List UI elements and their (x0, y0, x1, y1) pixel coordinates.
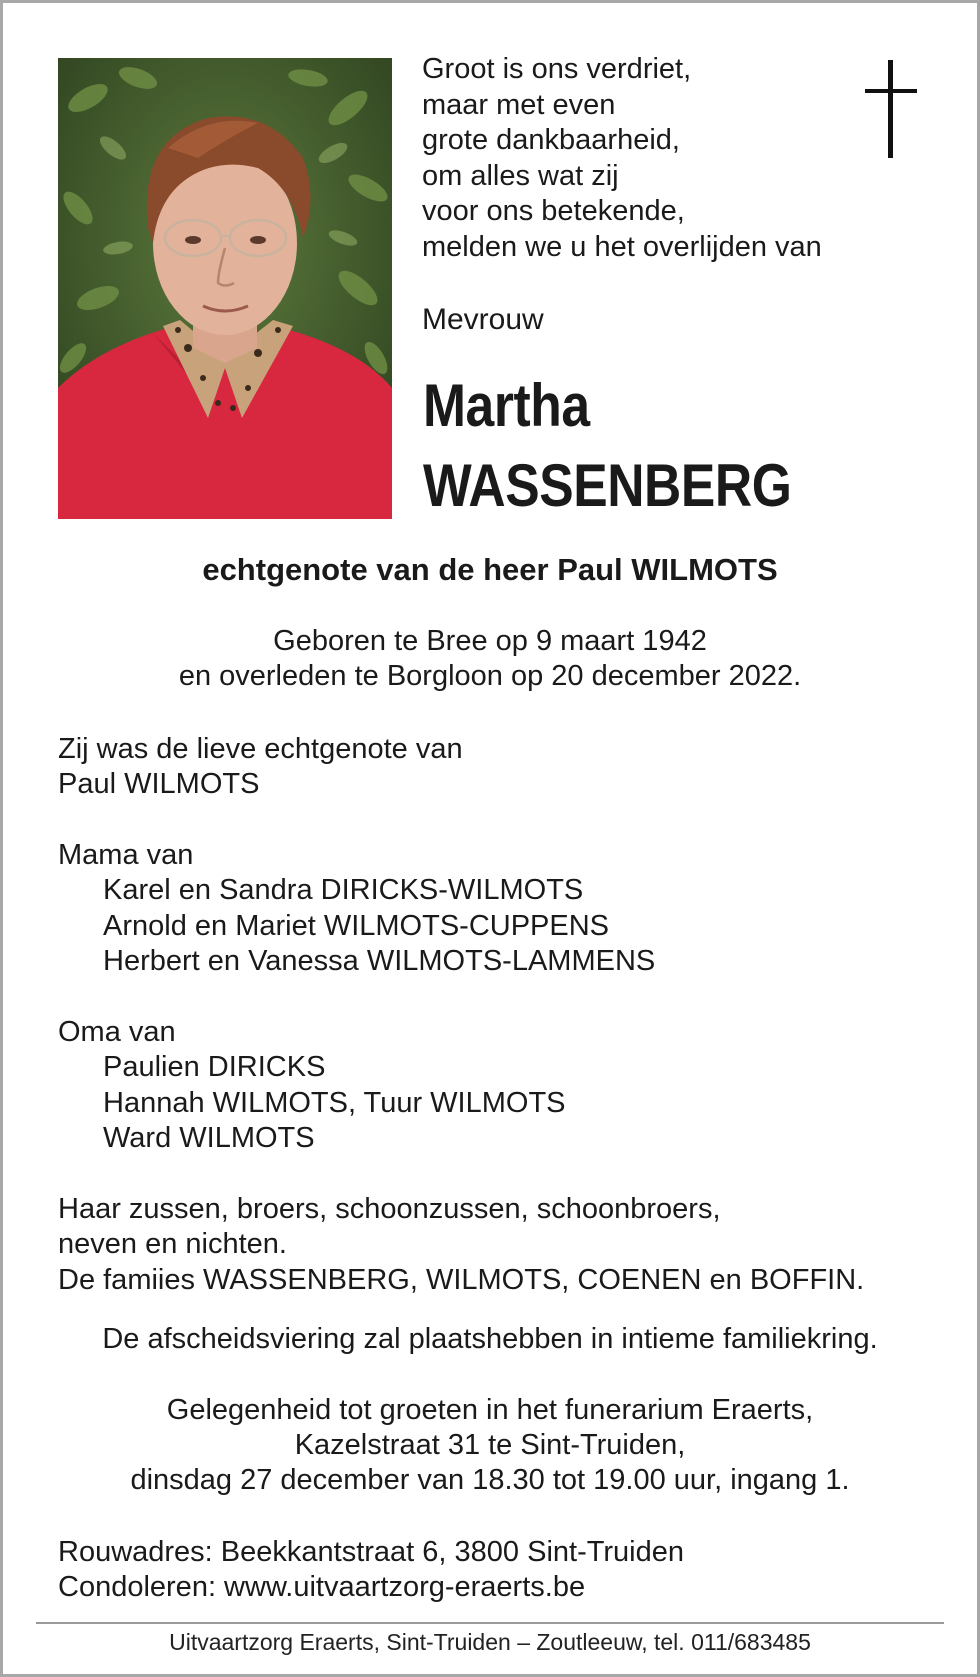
list-item: Arnold en Mariet WILMOTS-CUPPENS (103, 909, 610, 942)
relatives-line: neven en nichten. (58, 1228, 287, 1261)
list-item: Karel en Sandra DIRICKS-WILMOTS (103, 874, 584, 907)
list-item: Herbert en Vanessa WILMOTS-LAMMENS (103, 944, 656, 977)
list-item: Hannah WILMOTS, Tuur WILMOTS (103, 1086, 566, 1119)
condolence-link[interactable]: Condoleren: www.uitvaartzorg-eraerts.be (58, 1571, 586, 1604)
visitation-block (0, 1393, 980, 1498)
spouse-block (58, 732, 463, 803)
mourning-address: Rouwadres: Beekkantstraat 6, 3800 Sint-Truiden (58, 1536, 684, 1568)
list-item: Ward WILMOTS (103, 1121, 315, 1154)
relatives-line: De famiies WASSENBERG, WILMOTS, COENEN en BOFFIN. (58, 1263, 865, 1296)
funeral-home-footer: Uitvaartzorg Eraerts, Sint-Truiden – Zoutleeuw, tel. 011/683485 (169, 1629, 811, 1655)
grandchildren-heading: Oma van (58, 1016, 176, 1048)
visitation-line: Kazelstraat 31 te Sint-Truiden, (294, 1429, 686, 1461)
honorific: Mevrouw (422, 303, 544, 336)
birth-death-dates (0, 624, 980, 694)
died-line: en overleden te Borgloon op 20 december 2022. (178, 660, 802, 692)
footer-divider (36, 1622, 944, 1624)
spouse-name: Paul WILMOTS (58, 768, 260, 801)
visitation-line: dinsdag 27 december van 18.30 tot 19.00 uur, ingang 1. (130, 1464, 850, 1496)
poem (422, 52, 822, 265)
poem-line: voor ons betekende, (422, 195, 685, 227)
cross-icon (863, 60, 923, 160)
relatives-line: Haar zussen, broers, schoonzussen, schoonbroers, (58, 1193, 721, 1225)
first-name: Martha (423, 372, 590, 439)
grandchildren-block (58, 1015, 566, 1156)
deceased-name (423, 366, 791, 526)
contact-block (58, 1535, 684, 1606)
visitation-line: Gelegenheid tot groeten in het funerarium Eraerts, (166, 1394, 814, 1426)
poem-line: Groot is ons verdriet, (422, 53, 692, 85)
poem-line: grote dankbaarheid, (422, 124, 680, 156)
spouse-intro: Zij was de lieve echtgenote van (58, 733, 463, 765)
portrait-photo (58, 58, 392, 519)
children-heading: Mama van (58, 839, 194, 871)
ceremony-note: De afscheidsviering zal plaatshebben in intieme familiekring. (102, 1323, 878, 1355)
spouse-subtitle: echtgenote van de heer Paul WILMOTS (202, 552, 778, 587)
poem-line: melden we u het overlijden van (422, 230, 822, 263)
poem-line: om alles wat zij (422, 159, 619, 192)
relatives-block (58, 1192, 864, 1298)
list-item: Paulien DIRICKS (103, 1051, 326, 1084)
poem-line: maar met even (422, 88, 616, 121)
last-name: WASSENBERG (423, 452, 792, 519)
born-line: Geboren te Bree op 9 maart 1942 (273, 625, 707, 657)
children-block (58, 838, 655, 979)
